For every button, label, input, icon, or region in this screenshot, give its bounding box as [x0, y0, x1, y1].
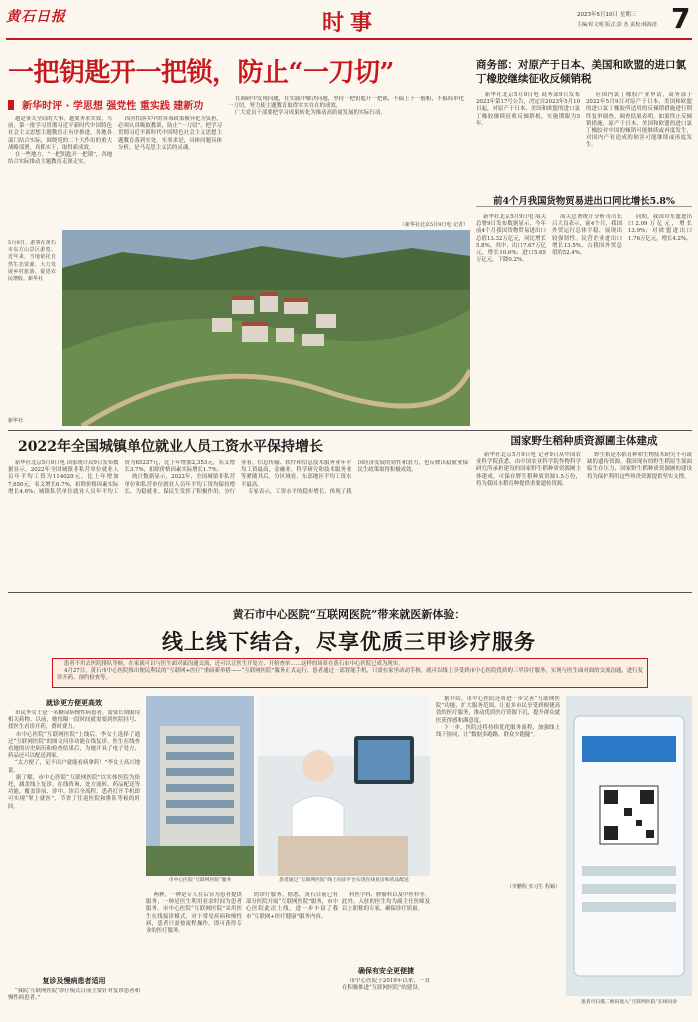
commerce-body-a: 新华社北京5月9日电 商务部9日发布2023年第17号公告，决定自2023年5月10日起，对原产于日本、美国和欧盟的进口氯丁橡胶继续征收反倾销税，实施期限为5年。 — [476, 92, 580, 127]
hospital-lede: 患者不用去医院排队等候，在家就可以与医生面对面沟通交流，还可以让医生开处方、开检查单……这样的场景在黄石市中心医院已成为现实。 4月27日，黄石市中心医院推出便民利民的“互联网+医疗”重磅新举措——“互联网医院”服务正式运行，患者通过一部智能手机，只需在家里动动手指，就可以线上享受到市中心医院优质的三甲诊疗服务，实现与医生面对面的交流沟通，进行复诊开药、预约检查等。 — [52, 658, 648, 688]
lead-kicker: 新华时评 · 学思想 强党性 重实践 建新功 — [22, 101, 204, 112]
editor-credits: 主编:程文明 版式:彭 杰 责校:韩海清 — [577, 22, 657, 28]
seed-headline: 国家野生稻种质资源圃主体建成 — [510, 435, 658, 447]
hospital-col1: 市民李女士是一名糖尿病慢性病患者，需要长期服用相关药物。以前，她每隔一段时间就需要到医院挂号、找医生看诊开药，费时费力。 市中心医院“互联网医院”上线后，李女士选择了通过“互联网医院”的图文问诊功能在线复诊。医生在线查看她的历史病历和检查结果后，为她开具了电子处方，药品还可以配送到家。 “太方便了，足不出户就能看病拿药！”李女士高兴地说。 据了解，市中心医院“互联网医院”以实体医院为依托，涵盖线上复诊、在线咨询、处方流转、药品配送等功能，覆盖诊前、诊中、诊后全流程。患者打开手机即可实现“掌上就医”，节省了往返医院和排队等候的时间。 — [8, 710, 140, 810]
wage-body: 新华社北京5月9日电 国家统计局9日发布数据显示，2022年全国城镇非私营单位就业人员年平均工资为114029元，比上年增加7,650元，名义增长6.7%，扣除价格因素实际增长4.6%；城镇私营单位就业人员年平均工资为65237元，比上年增加2,353元，名义增长3.7%，扣除价格因素实际增长1.7%。 统计数据显示，2022年，全国城镇非私营单位和私营单位就业人员年平均工资均保持增长，为稳就业、保民生发挥了积极作用。分行业看，信息传输、软件和信息技术服务业年平均工资最高，金融业、科学研究和技术服务业等紧随其后。分区域看，东部地区平均工资水平最高。 专家表示，工资水平的稳步增长，体现了我国经济发展的韧性和潜力，也反映出稳就业保民生政策取得积极成效。 — [8, 460, 468, 495]
wage-headline: 2022年全国城镇单位就业人员工资水平保持增长 — [18, 439, 323, 455]
lead-photo — [62, 230, 470, 426]
hospital-kicker: 黄石市中心医院“互联网医院”带来就医新体验： — [232, 608, 466, 621]
commerce-headline: 商务部：对原产于日本、美国和欧盟的进口氯丁橡胶继续征收反倾销税 — [476, 59, 686, 85]
hospital-sub2: 复诊及慢病患者适用 — [42, 976, 106, 985]
commerce-body-b: 应国内氯丁橡胶产业申请，商务部于2022年5月9日对原产于日本、美国和欧盟的进口氯丁橡胶所适用的反倾销措施进行期终复审调查。调查结果表明，如果终止反倾销措施，原产于日本、美国和欧盟的进口氯丁橡胶对中国的倾销可能继续或再度发生，对国内产业造成的损害可能继续或再度发生。 — [586, 92, 692, 149]
hospital-col3: 的诊疗服务。据悉，黄石目前已有部分医院开展“互联网医院”服务，市中心医院此次上线，进一步丰富了我市“互联网+医疗健康”服务内容。 — [246, 892, 338, 920]
lead-byline: （新华社北京5月9日电 记者） — [400, 222, 468, 228]
trade-headline: 前4个月我国货物贸易进出口同比增长5.8% — [493, 196, 675, 207]
trade-body-a: 新华社北京5月9日电 海关总署9日发布数据显示，今年前4个月我国货物贸易进出口总值13.32万亿元，同比增长5.8%。其中，出口7.67万亿元，增长10.6%；进口5.65万亿元，下降0.2%。 — [476, 214, 546, 264]
hospital-caption-3: 患者可扫描二维码进入“互联网医院”在线问诊 — [580, 1000, 678, 1005]
hospital-caption-1: 市中心医院“互联网医院”服务 — [168, 878, 232, 883]
paper-logo: 黄石日报 — [6, 9, 66, 25]
lead-photo-caption: 5月9日，游客在黄石市东方山景区游览。近年来，当地依托自然生态资源，大力发展乡村旅游，促进农民增收。新华社 — [8, 240, 56, 283]
hospital-col2: 两种，一种是专人在后台为患者提供服务，一种是医生利用业余时间为患者服务。市中心医院“互联网医院”采用医生在线接诊模式，对于常见疾病和慢性病，患者只需按流程操作，即可获得专业的医疗服务。 — [146, 892, 242, 935]
issue-date: 2023年5月10日 星期三 — [577, 12, 637, 18]
hospital-col5: 据介绍，市中心医院还将进一步完善“互联网医院”功能，扩大服务范围，让更多市民享受到便捷高效的医疗服务，推动优质医疗资源下沉，提升群众就医获得感和满意度。 下一步，医院还将持续优化服务流程，加强线上线下协同，让“数据多跑路，群众少跑腿”。 — [436, 696, 560, 739]
masthead-rule — [6, 38, 692, 40]
hospital-headline: 线上线下结合，尽享优质三甲诊疗服务 — [162, 629, 536, 654]
divider — [8, 592, 692, 593]
divider — [8, 430, 692, 431]
hospital-col4b: 市中心医院于2019年以来，一直在积极推进“互联网医院”的建设。 — [342, 978, 430, 992]
page-number: 7 — [671, 2, 691, 35]
hospital-col1b: “我院‘互联网医院’诊疗模式目前主要针对复诊患者和慢性病患者。” — [8, 988, 140, 1002]
hospital-sub3: 确保有安全更便捷 — [358, 966, 414, 975]
lead-photo-credit: 新华社 — [8, 418, 24, 424]
lead-body-left: 越是事关全局的大事，越要务求实效。当前，第一批学习贯彻习近平新时代中国特色社会主义思想主题教育正有序推进，各地各部门结合实际，围绕党的二十大作出的重大战略部署，真抓实干，取得新成效。 在一些地方，“一把钥匙开一把锁”，各地结合实际推动主题教育走深走实。 — [8, 116, 112, 166]
masthead — [0, 0, 698, 42]
lead-body-mid: 因害怕落实中的各项政策被异化为负担，必须认真吸取教训，防止“一刀切”，把学习贯彻习近平新时代中国特色社会主义思想主题教育落到实处。实事求是，具体问题具体分析，是马克思主义活的灵魂。 — [118, 116, 222, 151]
trade-body-c: 同期，我国对东盟进出口2.09万亿元，增长13.9%；对欧盟进出口1.76万亿元，增长4.2%。 — [628, 214, 692, 242]
hospital-sub1: 就诊更方便更高效 — [46, 698, 102, 707]
hospital-photo-doctor — [258, 696, 430, 876]
hospital-col4: 科医学科、肿瘤科以及中医科等。此外，入驻的医生均为副主任医师及以上职称的专家，确保诊疗质量。 — [342, 892, 430, 913]
seed-body: 新华社北京5月9日电 记者9日从中国农业科学院获悉，由中国农业科学院作物科学研究所承担建设的国家野生稻种质资源圃主体建成，可保存野生稻种质资源1.5万份，将为我国水稻育种提供重要遗传资源。 野生稻是水稻育种和生物技术研究不可或缺的遗传资源。我国现有的野生稻原生境面临生存压力，国家野生稻种质资源圃的建设将为保护利用这些珍贵资源提供坚实支撑。 — [476, 452, 692, 487]
section-title: 时事 — [322, 11, 379, 36]
hospital-caption-2: 患者通过“互联网医院”线上问诊平台实现在线复诊和药品配送 — [279, 878, 409, 883]
kicker-marker-icon — [8, 100, 14, 110]
trade-body-b: 海关总署统计分析司司长吕大良表示，前4个月，我国外贸运行总体平稳，展现出较强韧性。民营企业进出口增长13.5%，占我国外贸总值的52.4%。 — [552, 214, 622, 257]
hospital-photo-building — [146, 696, 254, 876]
lead-headline: 一把钥匙开一把锁，防止“一刀切” — [8, 58, 394, 88]
hospital-photo-qr — [566, 696, 692, 996]
hospital-author: （李鹏程 实习生 程颖） — [506, 884, 560, 890]
lead-body-right: 在调研中发现问题，在实践中解决问题，坚持一把钥匙开一把锁，不搞上下一般粗，不搞简单化一刀切，努力使主题教育取得实实在在的成效。 广大党员干部要把学习成果转化为推动高质量发展的实际行动。 — [228, 96, 464, 117]
